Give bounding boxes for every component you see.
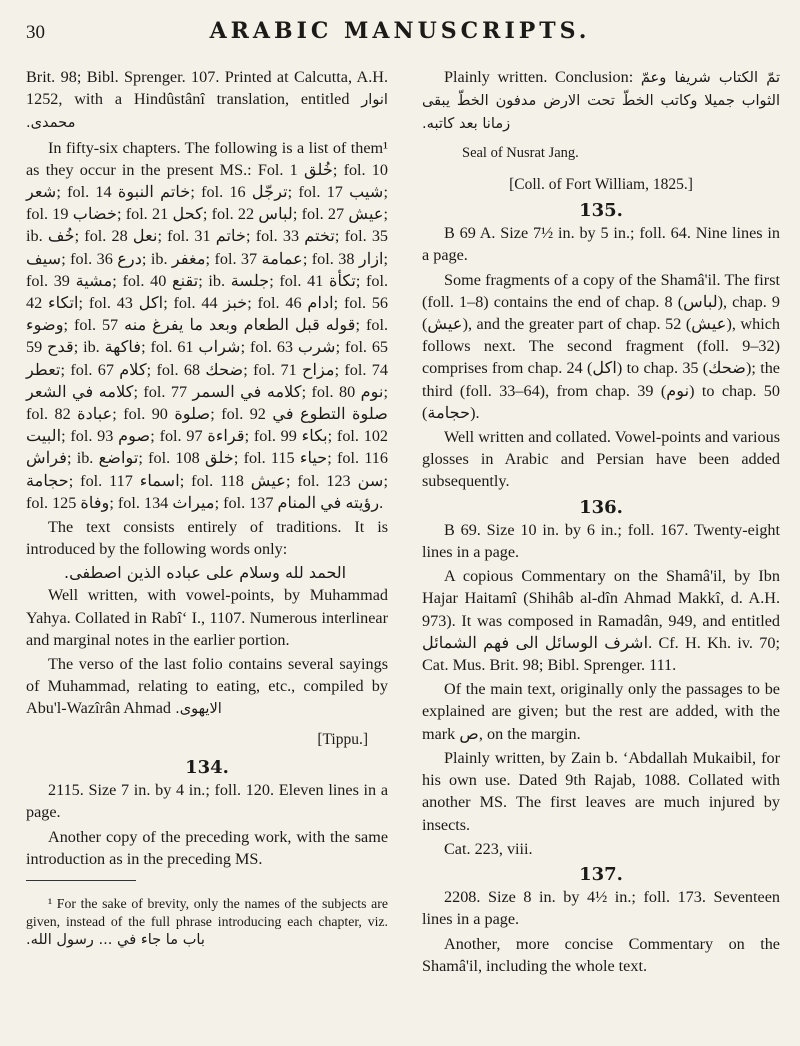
chapter-list-paragraph: In fifty-six chapters. The following is a list of them¹ as they occur in the present MS.: Fol. 1 خُلق; fol. 10 شعر; fol. 14 خاتم النبوة; fol. 16 ترجّل; fol. 17 شیب; fol. 19 خضاب; fol. 21 كحل; fol. 22 لباس; fol. 27 عیش; ib. خُف; fol. 28 نعل; fol. 31 خاتم; fol. 33 تختم; fol. 35 سیف; fol. 36 درع; ib. مغفر; fol. 37 عمامة; fol. 38 ازار; fol. 39 مشیة; fol. 40 تقنع; ib. جلسة; fol. 41 تكأة; fol. 42 اتكاء; fol. 43 اكل; fol. 44 خبز; fol. 46 ادام; fol. 56 وضوء; fol. 57 قوله قبل الطعام وبعد ما يفرغ منه; fol. 59 قدح; ib. فاكهة; fol. 61 شراب; fol. 63 شرب; fol. 65 تعطر; fol. 67 كلام; fol. 68 ضحك; fol. 71 مزاح; fol. 74 كلامه في الشعر; fol. 77 كلامه في السمر; fol. 80 نوم; fol. 82 عبادة; fol. 90 صلوة; fol. 92 صلوة التطوع في البيت; fol. 93 صوم; fol. 97 قراءة; fol. 99 بكاء; fol. 102 فراش; ib. تواضع; fol. 108 خلق; fol. 115 حياء; fol. 116 حجامة; fol. 117 اسماء; fol. 118 عيش; fol. 123 سن; fol. 125 وفاة; fol. 134 ميراث; fol. 137 رؤيته في المنام. [26, 138, 389, 512]
conclusion-paragraph [422, 66, 780, 136]
verso-arabic-name: الایهوی. [175, 700, 222, 718]
entry-137-description: 2208. Size 8 in. by 4½ in.; foll. 173. Seventeen lines in a page. [422, 888, 780, 929]
provenance-fort-william: [Coll. of Fort William, 1825.] [509, 175, 693, 193]
page-number: 30 [26, 22, 45, 43]
footnote [26, 895, 388, 949]
entry-135-description: B 69 A. Size 7½ in. by 5 in.; foll. 64. Nine lines in a page. [422, 224, 780, 265]
conclusion-text: Plainly written. Conclusion: [444, 68, 634, 86]
provenance-tippu: [Tippu.] [317, 730, 368, 748]
introduction-arabic: الحمد لله وسلام على عباده الذين اصطفى. [64, 563, 347, 583]
intro-text: Brit. 98; Bibl. Sprenger. 107. Printed at Calcutta, A.H. 1252, with a Hindûstânî translation, entitled [26, 68, 388, 109]
page-header [26, 18, 774, 52]
entry-136-main-text: Of the main text, originally only the passages to be explained are given; but the rest are added, with the mark ص, on the margin. [422, 680, 780, 743]
left-column [26, 66, 388, 963]
entry-135-fragments: Some fragments of a copy of the Shamâ'il. The first (foll. 1–8) contains the end of chap. 8 (لباس), chap. 9 (عیش), and the greater part of chap. 52 (عیش), which follows next. The second fragment (foll. 9–32) comprises from chap. 24 (اكل) to chap. 35 (ضحك); the third (foll. 33–64), from chap. 39 (نوم) to chap. 50 (حجامة). [422, 270, 780, 422]
right-column [422, 66, 780, 979]
seal-note: Seal of Nusrat Jang. [462, 144, 579, 161]
entry-135-note: Well written and collated. Vowel-points and various glosses in Arabic and Persian have been added subsequently. [422, 428, 780, 491]
entry-number-135: 135. [579, 200, 623, 222]
introduction-paragraph [26, 516, 388, 560]
entry-136-scribe: Plainly written, by Zain b. ‘Abdallah Mukaibil, for his own use. Dated 9th Rajab, 1088. Collated with another MS. The first leaves are much injured by insects. [422, 748, 780, 834]
entry-134-note: Another copy of the preceding work, with the same introduction as in the preceding MS. [26, 827, 388, 868]
intro-paragraph [26, 66, 388, 135]
entry-136-description: B 69. Size 10 in. by 6 in.; foll. 167. Twenty-eight lines in a page. [422, 520, 780, 562]
scribe-paragraph: Well written, with vowel-points, by Muhammad Yahya. Collated in Rabî‘ I., 1107. Numerous interlinear and marginal notes in the earlier portion. [26, 586, 388, 649]
introduction-text: The text consists entirely of traditions. It is introduced by the following words only: [26, 518, 388, 559]
verso-paragraph [26, 653, 388, 721]
footnote-rule [26, 880, 136, 881]
conclusion-arabic: تمّ الكتاب شريفا وعمّ الثواب جميلا وكاتب الخطّ تحت الارض مدفون الخطّ يبقى زمانا بعد كاتبه. [422, 69, 781, 133]
footnote-arabic: باب ما جاء في ... رسول الله. [26, 930, 205, 948]
entry-134-description: 2115. Size 7 in. by 4 in.; foll. 120. Eleven lines in a page. [26, 781, 388, 822]
intro-arabic-title: انوار محمدی. [26, 91, 388, 132]
entry-number-137: 137. [579, 863, 623, 885]
verso-text: The verso of the last folio contains several sayings of Muhammad, relating to eating, etc., compiled by Abu'l-Wazîrân Ahmad [26, 655, 388, 718]
running-title: ARABIC MANUSCRIPTS. [209, 18, 591, 44]
entry-136-commentary: A copious Commentary on the Shamâ'il, by Ibn Hajar Haitamî (Shihâb al-dîn Ahmad Makkî, d. A.H. 973). It was composed in Ramadân, 949, and entitled اشرف الوسائل الی فهم الشمائل. Cf. H. Kh. iv. 70; Cat. Mus. Brit. 98; Bibl. Sprenger. 111. [422, 567, 780, 675]
entry-number-136: 136. [579, 496, 623, 518]
entry-137-note: Another, more concise Commentary on the Shamâ'il, including the whole text. [422, 934, 780, 975]
entry-136-catalogue-ref: Cat. 223, viii. [444, 839, 533, 858]
entry-number-134: 134. [185, 756, 229, 778]
footnote-text: ¹ For the sake of brevity, only the names of the subjects are given, instead of the full phrase introducing each chapter, viz. [26, 895, 388, 929]
